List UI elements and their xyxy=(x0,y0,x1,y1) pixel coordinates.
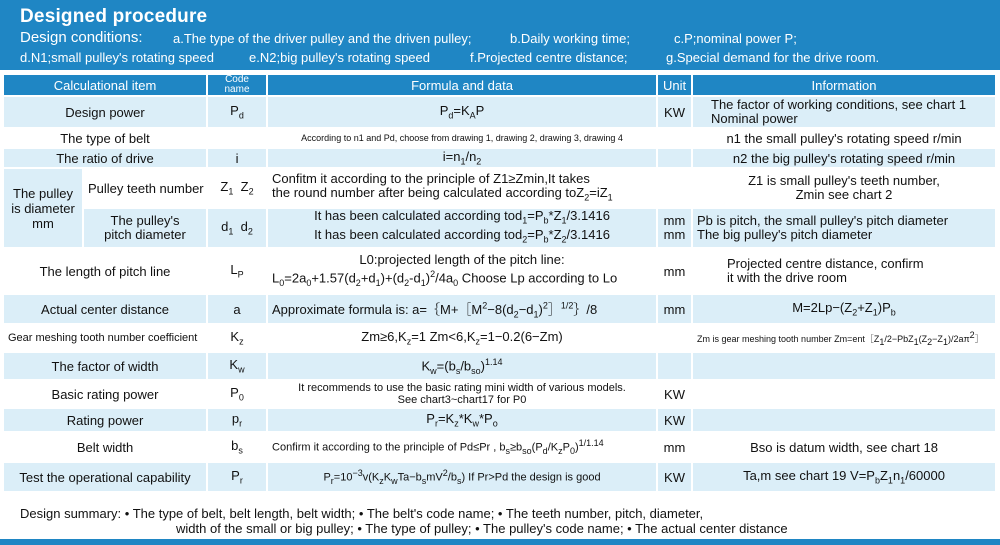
row-item: The factor of width xyxy=(4,353,208,379)
row-info: n2 the big pulley's rotating speed r/min xyxy=(693,149,995,167)
row-item: Pulley teeth number xyxy=(84,169,208,207)
table-row xyxy=(4,463,995,491)
table-header-row xyxy=(4,75,995,95)
row-formula: $Zm\ge 6,K_z=1$ $Zm<6,K_z=1-0.2(6-Zm)$ xyxy=(268,325,658,351)
row-info: $M=2Lp-(Z_2+Z_1)P_b$ xyxy=(693,295,995,323)
condition-f: f.Projected centre distance; xyxy=(470,50,628,65)
row-unit: KW xyxy=(658,409,693,431)
row-code: $b_s$ xyxy=(208,433,268,461)
page-title: Designed procedure xyxy=(20,6,208,27)
col-header-item: Calculational item xyxy=(4,75,208,95)
row-code: $p_r$ xyxy=(208,409,268,431)
row-formula: $P_r=K_z*K_w*P_o$ xyxy=(268,409,658,431)
row-unit: mm xyxy=(658,295,693,323)
row-code: $d_1$ $d_2$ xyxy=(208,209,268,247)
row-formula: It has been calculated according $tod_1=P_b*Z_1/3.1416$ It has been calculated according $tod_2=P_b*Z_2/3.1416$ xyxy=(268,209,658,247)
row-formula: L0:projected length of the pitch line: $L_0=2a_0+1.57(d_2+d_1)+(d_2-d_1)^2/4a_0$ Choose Lp according to Lo xyxy=(268,249,658,293)
table-row xyxy=(4,209,995,247)
condition-e: e.N2;big pulley's rotating speed xyxy=(249,50,430,65)
row-formula: Confitm it according to the principle of Z1≥Zmin,It takes the round number after being calculated according $toZ_2=iZ_1$ xyxy=(268,169,658,207)
row-item: Gear meshing tooth number coefficient xyxy=(4,325,208,351)
row-code: $K_w$ xyxy=(208,353,268,379)
table-row xyxy=(4,295,995,323)
row-info xyxy=(693,353,995,379)
row-item: Rating power xyxy=(4,409,208,431)
row-info: Bso is datum width, see chart 18 xyxy=(693,433,995,461)
table-row xyxy=(4,433,995,461)
row-formula: $P_d=K_AP$ xyxy=(268,97,658,127)
row-unit: KW xyxy=(658,97,693,127)
row-unit xyxy=(658,353,693,379)
summary-label: Design summary: xyxy=(20,506,122,521)
row-formula: $K_w=(b_s/b_{so})^{1.14}$ xyxy=(268,353,658,379)
row-formula: Confirm it according to the principle of Pd≤Pr , $b_s\ge b_{so}(P_d/K_zP_0)^{1/1.14}$ xyxy=(268,433,658,461)
row-unit: mm mm xyxy=(658,209,693,247)
row-unit: KW xyxy=(658,381,693,407)
header-banner xyxy=(0,0,1000,70)
condition-d: d.N1;small pulley's rotating speed xyxy=(20,50,214,65)
row-code: $K_z$ xyxy=(208,325,268,351)
row-item: The ratio of drive xyxy=(4,149,208,167)
table-row xyxy=(4,97,995,127)
row-info: Ta,m see chart 19 $V=P_bZ_1n_1/60000$ xyxy=(693,463,995,491)
pulley-diameter-group: The pulley is diameter mm xyxy=(4,169,84,247)
row-info: Zm is gear meshing tooth number $Zm=ent[Z_1/2-PbZ_1(Z_2-Z_1)/2a\pi^2]$ xyxy=(693,325,995,351)
row-info: The factor of working conditions, see chart 1 Nominal power xyxy=(693,97,995,127)
row-item: The pulley's pitch diameter xyxy=(84,209,208,247)
summary-line-1: • The type of belt, belt length, belt width; • The belt's code name; • The teeth number, pitch, diameter, xyxy=(124,506,704,521)
table-row xyxy=(4,149,995,167)
table-row xyxy=(4,381,995,407)
row-item: Belt width xyxy=(4,433,208,461)
row-unit xyxy=(658,169,693,207)
design-summary xyxy=(4,506,995,538)
row-formula: Approximate formula is: $a=\{M+[M^2-8(d_2-d_1)^2]^{1/2}\}/8$ xyxy=(268,295,658,323)
col-header-code: Code name xyxy=(208,75,268,95)
row-item: The length of pitch line xyxy=(4,249,208,293)
row-formula: According to n1 and Pd, choose from drawing 1, drawing 2, drawing 3, drawing 4 xyxy=(268,129,658,147)
conditions-label: Design conditions: xyxy=(20,29,143,46)
row-formula: $P_r=10^{-3}v(K_zK_wTa-b_smV^2/b_s)$ If Pr>Pd the design is good xyxy=(268,463,658,491)
row-formula: $i=n_1/n_2$ xyxy=(268,149,658,167)
row-item: Test the operational capability xyxy=(4,463,208,491)
row-formula: It recommends to use the basic rating mini width of various models. See chart3~chart17 for P0 xyxy=(268,381,658,407)
col-header-unit: Unit xyxy=(658,75,693,95)
table-row xyxy=(4,409,995,431)
row-code: $Z_1$ $Z_2$ xyxy=(208,169,268,207)
condition-g: g.Special demand for the drive room. xyxy=(666,50,880,65)
row-code: $P_r$ xyxy=(208,463,268,491)
table-row xyxy=(4,129,995,147)
row-unit: KW xyxy=(658,463,693,491)
row-code: $L_P$ xyxy=(208,249,268,293)
row-code: $P_0$ xyxy=(208,381,268,407)
row-code: i xyxy=(208,149,268,167)
table-row xyxy=(4,169,995,207)
row-code: $P_d$ xyxy=(208,97,268,127)
row-info: Projected centre distance, confirm it with the drive room xyxy=(693,249,995,293)
row-unit: mm xyxy=(658,249,693,293)
condition-b: b.Daily working time; xyxy=(510,31,630,46)
table-row xyxy=(4,353,995,379)
row-item: Actual center distance xyxy=(4,295,208,323)
row-item: Design power xyxy=(4,97,208,127)
condition-a: a.The type of the driver pulley and the driven pulley; xyxy=(173,31,472,46)
row-info xyxy=(693,409,995,431)
row-unit: mm xyxy=(658,433,693,461)
row-item: Basic rating power xyxy=(4,381,208,407)
table-row xyxy=(4,249,995,293)
row-item: The type of belt xyxy=(4,129,208,147)
row-code: a xyxy=(208,295,268,323)
bottom-bar xyxy=(0,539,1000,545)
condition-c: c.P;nominal power P; xyxy=(674,31,797,46)
row-info xyxy=(693,381,995,407)
row-unit xyxy=(658,129,693,147)
row-info: n1 the small pulley's rotating speed r/min xyxy=(693,129,995,147)
col-header-formula: Formula and data xyxy=(268,75,658,95)
row-unit xyxy=(658,325,693,351)
row-unit xyxy=(658,149,693,167)
row-info: Z1 is small pulley's teeth number, Zmin see chart 2 xyxy=(693,169,995,207)
row-code xyxy=(208,129,268,147)
procedure-table xyxy=(4,73,995,493)
row-info: Pb is pitch, the small pulley's pitch diameter The big pulley's pitch diameter xyxy=(693,209,995,247)
summary-line-2: width of the small or big pulley; • The type of pulley; • The pulley's code name; • The actual center distance xyxy=(176,521,788,536)
table-row xyxy=(4,325,995,351)
col-header-info: Information xyxy=(693,75,995,95)
